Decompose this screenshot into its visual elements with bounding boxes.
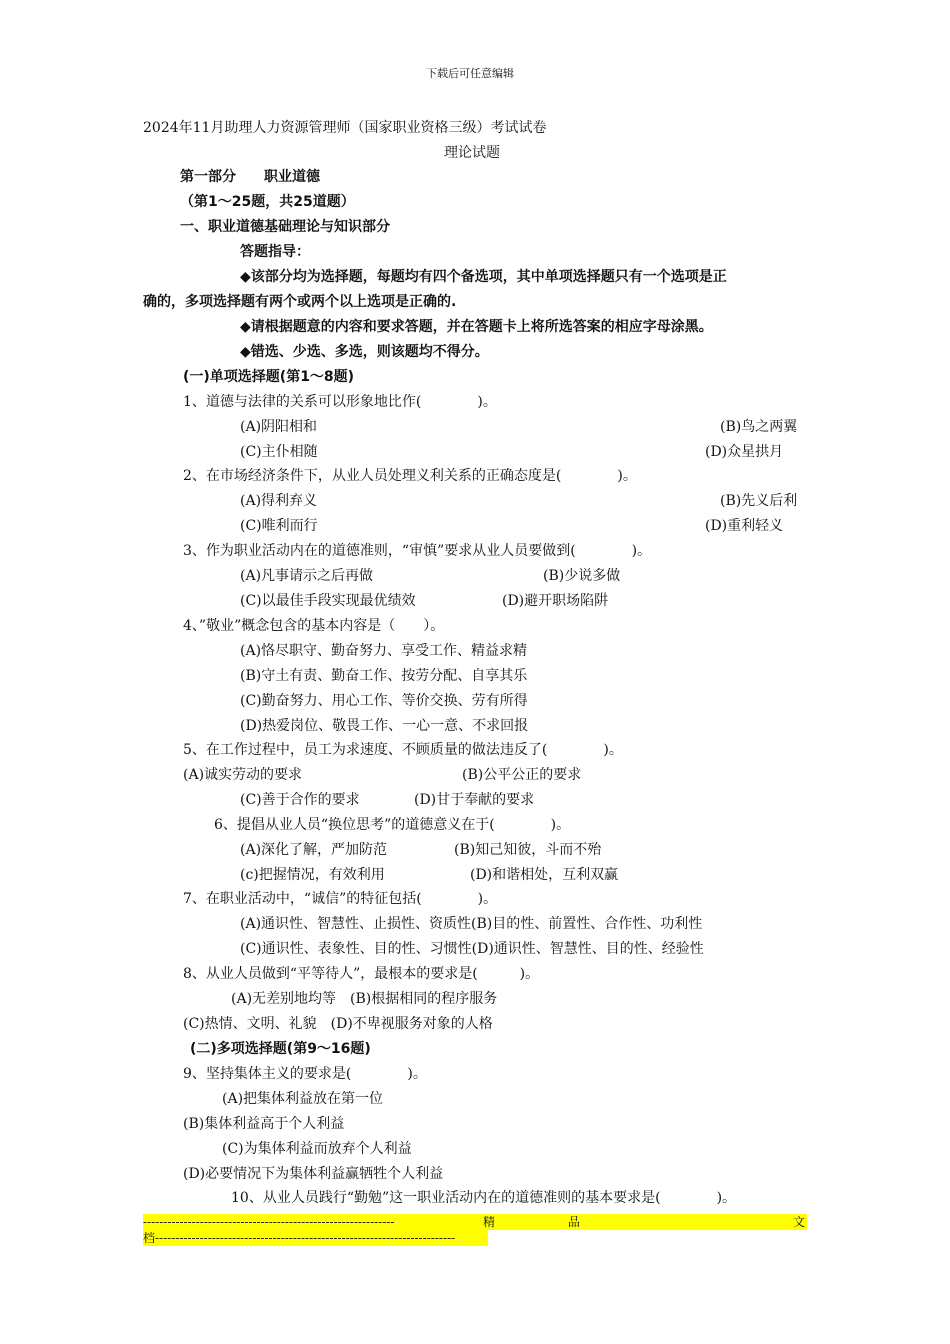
option: (B)先义后利 bbox=[720, 493, 798, 509]
option: (c)把握情况，有效利用 bbox=[240, 867, 385, 883]
option: (C)为集体利益而放弃个人利益 bbox=[222, 1141, 412, 1157]
single-choice-heading: (一)单项选择题(第1～8题) bbox=[183, 369, 355, 385]
option: (D)避开职场陷阱 bbox=[502, 593, 609, 609]
question-10: 10、从业人员践行“勤勉”这一职业活动内在的道德准则的基本要求是( )。 bbox=[231, 1190, 737, 1206]
option: (D)甘于奉献的要求 bbox=[414, 792, 535, 808]
footer-word: 文 bbox=[793, 1215, 806, 1229]
option: (C)善于合作的要求 bbox=[240, 792, 360, 808]
option: (C)主仆相随 bbox=[240, 444, 318, 460]
option: (D)众星拱月 bbox=[705, 444, 784, 460]
option: (A)把集体利益放在第一位 bbox=[222, 1091, 384, 1107]
part-heading: 第一部分 职业道德 bbox=[180, 169, 320, 185]
option: (C)勤奋努力、用心工作、等价交换、劳有所得 bbox=[240, 693, 528, 709]
footer-dashes: -------------------------------------------------------------- bbox=[143, 1215, 395, 1229]
question-4: 4、”敬业”概念包含的基本内容是（ ）。 bbox=[183, 618, 445, 634]
question-1: 1、道德与法律的关系可以形象地比作( )。 bbox=[183, 394, 497, 410]
option: (B)公平公正的要求 bbox=[462, 767, 582, 783]
question-2: 2、在市场经济条件下，从业人员处理义利关系的正确态度是( )。 bbox=[183, 468, 637, 484]
option: (C)通识性、表象性、目的性、习惯性(D)通识性、智慧性、目的性、经验性 bbox=[240, 941, 704, 957]
option: (B)集体利益高于个人利益 bbox=[183, 1116, 345, 1132]
option: (A)阴阳相和 bbox=[240, 419, 318, 435]
option: (A)恪尽职守、勤奋努力、享受工作、精益求精 bbox=[240, 643, 528, 659]
footer-word: 精 bbox=[483, 1215, 496, 1229]
footer-banner-line2: 档-------------------------------------------------------------------------- bbox=[143, 1230, 488, 1246]
option: (A)深化了解，严加防范 bbox=[240, 842, 388, 858]
document-title: 2024年11月助理人力资源管理师（国家职业资格三级）考试试卷 bbox=[143, 120, 547, 136]
option: (B)少说多做 bbox=[543, 568, 621, 584]
question-range: （第1～25题，共25道题） bbox=[180, 194, 355, 210]
guide-line: 确的，多项选择题有两个或两个以上选项是正确的. bbox=[143, 294, 457, 310]
document-subtitle: 理论试题 bbox=[444, 145, 500, 161]
option: (C)以最佳手段实现最优绩效 bbox=[240, 593, 416, 609]
question-6: 6、提倡从业人员“换位思考”的道德意义在于( )。 bbox=[214, 817, 571, 833]
guide-line: ◆请根据题意的内容和要求答题，并在答题卡上将所选答案的相应字母涂黑。 bbox=[240, 319, 713, 335]
option: (D)和谐相处，互利双赢 bbox=[470, 867, 619, 883]
question-8: 8、从业人员做到“平等待人”，最根本的要求是( )。 bbox=[183, 966, 540, 982]
guide-line: ◆错选、少选、多选，则该题均不得分。 bbox=[240, 344, 489, 360]
footer-word: 品 bbox=[568, 1215, 581, 1229]
option: (A)得利弃义 bbox=[240, 493, 318, 509]
option: (B)鸟之两翼 bbox=[720, 419, 798, 435]
option: (B)守土有责、勤奋工作、按劳分配、自享其乐 bbox=[240, 668, 528, 684]
multi-choice-heading: (二)多项选择题(第9～16题) bbox=[190, 1041, 371, 1057]
question-9: 9、坚持集体主义的要求是( )。 bbox=[183, 1066, 427, 1082]
question-5: 5、在工作过程中，员工为求速度、不顾质量的做法违反了( )。 bbox=[183, 742, 623, 758]
option: (D)重利轻义 bbox=[705, 518, 784, 534]
option: (D)必要情况下为集体利益赢牺牲个人利益 bbox=[183, 1166, 444, 1182]
option: (A)诚实劳动的要求 bbox=[183, 767, 303, 783]
option: (C)唯利而行 bbox=[240, 518, 318, 534]
page-header: 下载后可任意编辑 bbox=[426, 67, 514, 80]
option: (A)无差别地均等 (B)根据相同的程序服务 bbox=[231, 991, 498, 1007]
guide-line: ◆该部分均为选择题，每题均有四个备选项，其中单项选择题只有一个选项是正 bbox=[240, 269, 727, 285]
guide-label: 答题指导： bbox=[240, 244, 310, 260]
footer-banner-line1 bbox=[143, 1214, 807, 1230]
question-7: 7、在职业活动中，“诚信”的特征包括( )。 bbox=[183, 891, 498, 907]
question-3: 3、作为职业活动内在的道德准则，“审慎”要求从业人员要做到( )。 bbox=[183, 543, 652, 559]
option: (D)热爱岗位、敬畏工作、一心一意、不求回报 bbox=[240, 718, 529, 734]
option: (C)热情、文明、礼貌 (D)不卑视服务对象的人格 bbox=[183, 1016, 493, 1032]
option: (A)通识性、智慧性、止损性、资质性(B)目的性、前置性、合作性、功利性 bbox=[240, 916, 703, 932]
section-heading: 一、职业道德基础理论与知识部分 bbox=[180, 219, 390, 235]
option: (A)凡事请示之后再做 bbox=[240, 568, 374, 584]
option: (B)知己知彼，斗而不殆 bbox=[454, 842, 602, 858]
